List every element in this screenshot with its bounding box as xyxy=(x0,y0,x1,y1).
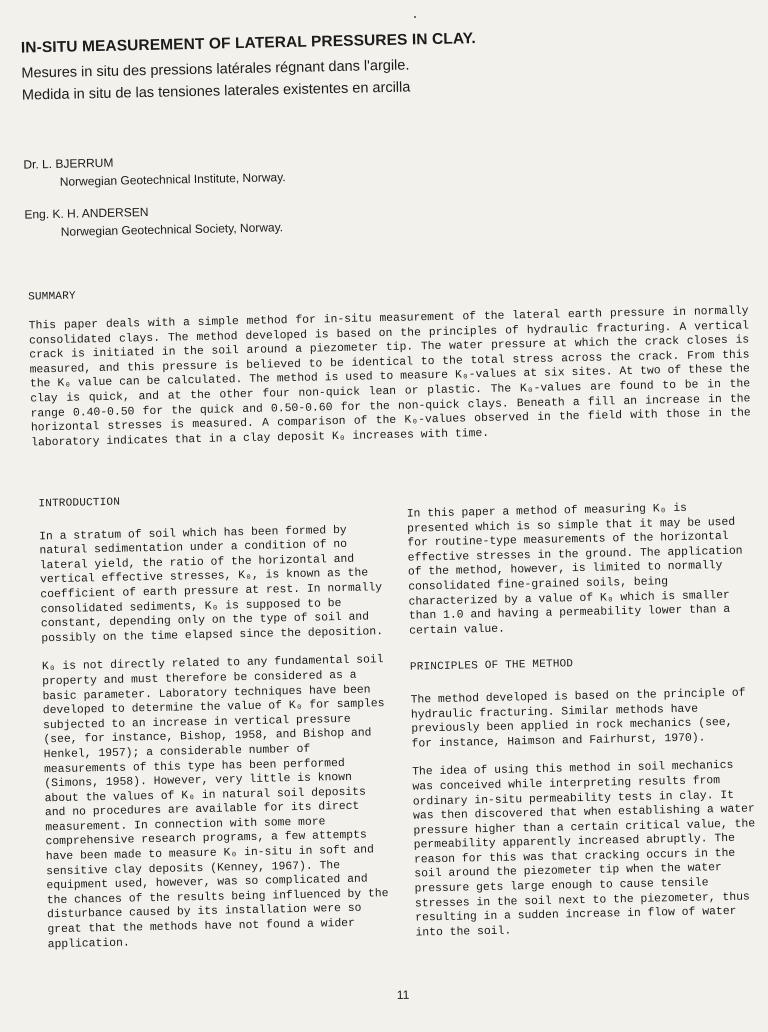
body-paragraph: In a stratum of soil which has been formed by natural sedimentation under a condition of no lateral yield, the ratio of the horizontal and vertical effective stresses, K₀, is known as the coefficient of earth pressure at rest. In normally consolidated sediments, K₀ is supposed to be constant, depending only on the type of soil and possibly on the time elapsed since the deposition. xyxy=(39,524,384,646)
author-affiliation: Norwegian Geotechnical Society, Norway. xyxy=(60,220,284,239)
paper-title: IN-SITU MEASUREMENT OF LATERAL PRESSURES IN CLAY. xyxy=(20,30,477,57)
subtitle-french: Mesures in situ des pressions latérales régnant dans l'argile. xyxy=(21,57,410,82)
body-paragraph: The method developed is based on the principle of hydraulic fracturing. Similar methods have previously been applied in rock mechanics (see, for instance, Haimson and Fairhurst, 1970). xyxy=(410,687,746,751)
author-name: Eng. K. H. ANDERSEN xyxy=(24,204,149,222)
principles-heading: PRINCIPLES OF THE METHOD xyxy=(409,658,574,674)
author-affiliation: Norwegian Geotechnical Institute, Norway. xyxy=(59,170,286,189)
body-paragraph: The idea of using this method in soil mechanics was conceived while interpreting results from ordinary in-situ permeability tests in clay. It was then discovered that when establishing a water pressure higher than a certain critical value, the permeability apparently increased abruptly. The reason for this was that cracking occurs in the soil around the piezometer tip when the water pressure gets large enough to cause tensile stresses in the soil next to the piezometer, thus resulting in a sudden increase in flow of water into the soil. xyxy=(412,760,756,940)
summary-text: This paper deals with a simple method for in-situ measurement of the lateral earth pressure in normally consolidated clays. The method developed is based on the principles of hydraulic fracturing. A vertical crack is initiated in the soil around a piezometer tip. The water pressure at which the crack closes is measured, and this pressure is believed to be identical to the total stress across the crack. From this the K₀ value can be calculated. The method is used to measure K₀-values at six sites. At two of these the clay is quick, and at the other four non-quick lean or plastic. The K₀-values are found to be in the range 0.40-0.50 for the quick and 0.50-0.60 for the non-quick clays. Beneath a fill an increase in the horizontal stresses is measured. A comparison of the K₀-values observed in the field with those in the laboratory indicates that in a clay deposit K₀ increases with time. xyxy=(28,305,751,450)
body-paragraph: In this paper a method of measuring K₀ is presented which is so simple that it may be used for routine-type measurements of the horizontal effective stresses in the ground. The application of the method, however, is limited to normally consolidated fine-grained soils, being characterized by a value of K₀ which is smaller than 1.0 and having a permeability lower than a certain value. xyxy=(406,502,743,638)
body-paragraph: K₀ is not directly related to any fundamental soil property and must therefore be considered as a basic parameter. Laboratory techniques have been developed to determine the value of K₀ for samples subjected to an increase in vertical pressure (see, for instance, Bishop, 1958, and Bishop and Henkel, 1957); a considerable number of measurements of this type has been performed (Simons, 1958). However, very little is known about the values of K₀ in natural soil deposits and no procedures are available for its direct measurement. In connection with some more comprehensive research programs, a few attempts have been made to measure K₀ in-situ in soft and sensitive clay deposits (Kenney, 1967). The equipment used, however, was so complicated and the chances of the results being influenced by the disturbance caused by its installation were so great that the methods have not found a wider application. xyxy=(41,654,389,951)
introduction-heading: INTRODUCTION xyxy=(38,496,121,511)
subtitle-spanish: Medida in situ de las tensiones laterales existentes en arcilla xyxy=(21,79,411,104)
summary-heading: SUMMARY xyxy=(28,290,76,304)
right-column xyxy=(407,500,760,955)
author-name: Dr. L. BJERRUM xyxy=(23,155,114,172)
title-block xyxy=(21,25,742,110)
summary-section xyxy=(28,276,751,450)
left-column xyxy=(38,490,392,966)
page-number: 11 xyxy=(396,987,410,1002)
author-list xyxy=(23,143,745,258)
